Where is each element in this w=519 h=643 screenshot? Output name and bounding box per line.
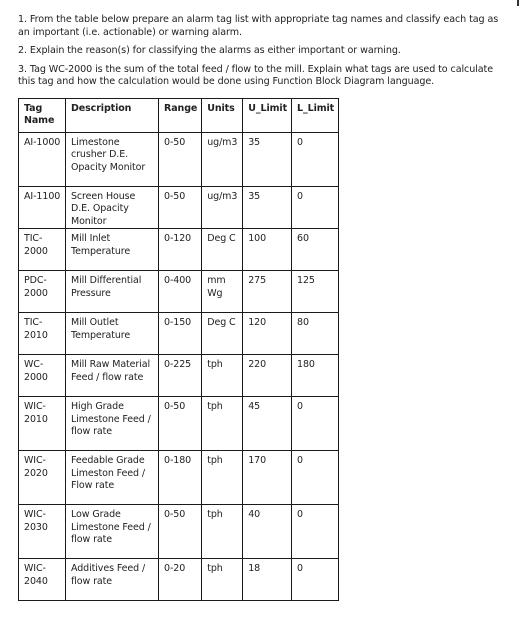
cell-range: 0-400 [159, 271, 202, 313]
cell-tag: AI-1000 [19, 133, 66, 187]
cell-description: Low Grade Limestone Feed / flow rate [66, 505, 159, 559]
alarm-tag-table [18, 98, 339, 601]
cell-tag: WIC-2040 [19, 559, 66, 601]
cell-units: mm Wg [202, 271, 243, 313]
cell-units: tph [202, 397, 243, 451]
cell-tag: WIC-2010 [19, 397, 66, 451]
cell-description: Feedable Grade Limeston Feed / Flow rate [66, 451, 159, 505]
cell-u-limit: 220 [243, 355, 292, 397]
cell-range: 0-50 [159, 505, 202, 559]
cell-u-limit: 18 [243, 559, 292, 601]
cell-l-limit: 60 [292, 229, 339, 271]
cell-u-limit: 35 [243, 133, 292, 187]
cell-u-limit: 120 [243, 313, 292, 355]
cell-range: 0-50 [159, 187, 202, 229]
cell-units: tph [202, 451, 243, 505]
question-2: 2. Explain the reason(s) for classifying the alarms as either important or warning. [18, 45, 401, 57]
header-units: Units [202, 99, 243, 133]
header-u-limit: U_Limit [243, 99, 292, 133]
cell-l-limit: 0 [292, 187, 339, 229]
table-body [19, 133, 339, 601]
cell-units: Deg C [202, 313, 243, 355]
cell-range: 0-50 [159, 397, 202, 451]
cell-l-limit: 125 [292, 271, 339, 313]
cell-description: Mill Differential Pressure [66, 271, 159, 313]
cell-units: tph [202, 355, 243, 397]
cell-l-limit: 0 [292, 559, 339, 601]
table-row [19, 505, 339, 559]
table-row [19, 355, 339, 397]
cell-l-limit: 0 [292, 505, 339, 559]
cell-tag: AI-1100 [19, 187, 66, 229]
header-tag-name: Tag Name [19, 99, 66, 133]
questions-block [18, 14, 508, 95]
cell-description: Mill Inlet Temperature [66, 229, 159, 271]
cell-description: Mill Outlet Temperature [66, 313, 159, 355]
cell-units: ug/m3 [202, 133, 243, 187]
cell-units: tph [202, 505, 243, 559]
table-row [19, 559, 339, 601]
header-l-limit: L_Limit [292, 99, 339, 133]
cell-tag: WIC-2020 [19, 451, 66, 505]
table-row [19, 451, 339, 505]
header-description: Description [66, 99, 159, 133]
cell-l-limit: 180 [292, 355, 339, 397]
cell-units: Deg C [202, 229, 243, 271]
question-1: 1. From the table below prepare an alarm tag list with appropriate tag names and classify each tag as an important (i.e. actionable) or warning alarm. [18, 14, 499, 38]
cell-description: Additives Feed / flow rate [66, 559, 159, 601]
cell-u-limit: 275 [243, 271, 292, 313]
cell-u-limit: 35 [243, 187, 292, 229]
table-row [19, 313, 339, 355]
cell-units: tph [202, 559, 243, 601]
cell-range: 0-20 [159, 559, 202, 601]
cell-u-limit: 40 [243, 505, 292, 559]
cell-description: High Grade Limestone Feed / flow rate [66, 397, 159, 451]
header-range: Range [159, 99, 202, 133]
cell-l-limit: 0 [292, 397, 339, 451]
cell-tag: TIC-2010 [19, 313, 66, 355]
cell-l-limit: 0 [292, 133, 339, 187]
cell-u-limit: 100 [243, 229, 292, 271]
cell-description: Limestone crusher D.E. Opacity Monitor [66, 133, 159, 187]
cell-units: ug/m3 [202, 187, 243, 229]
cell-l-limit: 80 [292, 313, 339, 355]
cell-range: 0-120 [159, 229, 202, 271]
cell-range: 0-50 [159, 133, 202, 187]
cell-l-limit: 0 [292, 451, 339, 505]
cell-description: Mill Raw Material Feed / flow rate [66, 355, 159, 397]
cell-range: 0-180 [159, 451, 202, 505]
table-header-row [19, 99, 339, 133]
table-row [19, 229, 339, 271]
table-row [19, 133, 339, 187]
cell-range: 0-225 [159, 355, 202, 397]
cell-range: 0-150 [159, 313, 202, 355]
cell-tag: TIC-2000 [19, 229, 66, 271]
table-row [19, 397, 339, 451]
question-3: 3. Tag WC-2000 is the sum of the total feed / flow to the mill. Explain what tags are used to calculate this tag and how the calculation would be done using Function Block Diagram language. [18, 63, 494, 88]
cell-u-limit: 45 [243, 397, 292, 451]
cell-tag: PDC-2000 [19, 271, 66, 313]
cell-u-limit: 170 [243, 451, 292, 505]
cell-tag: WIC-2030 [19, 505, 66, 559]
cell-tag: WC-2000 [19, 355, 66, 397]
table-row [19, 271, 339, 313]
cell-description: Screen House D.E. Opacity Monitor [66, 187, 159, 229]
table-row [19, 187, 339, 229]
